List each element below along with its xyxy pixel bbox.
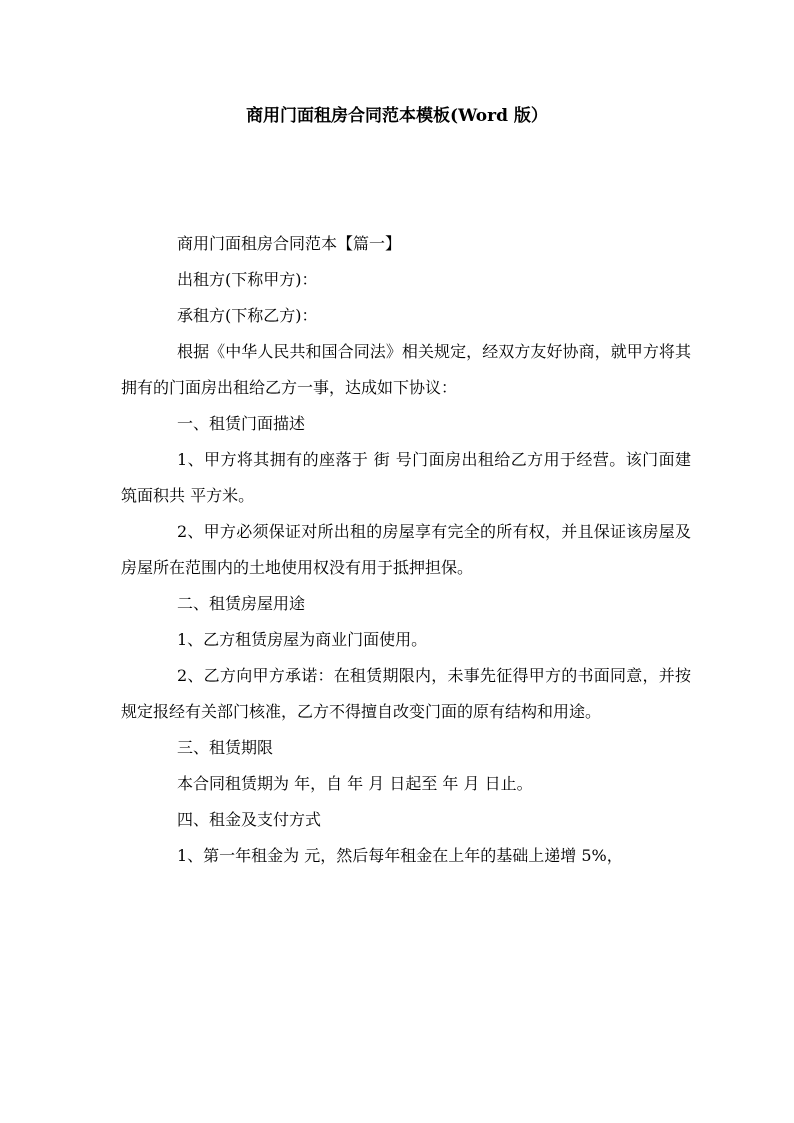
clause-paragraph: 1、乙方租赁房屋为商业门面使用。 xyxy=(177,630,428,649)
clause-heading: 四、租金及支付方式 xyxy=(177,810,322,829)
clause-heading: 二、租赁房屋用途 xyxy=(177,594,306,613)
clause-paragraph: 1、第一年租金为 元，然后每年租金在上年的基础上递增 5%， xyxy=(177,846,623,865)
document-body xyxy=(121,226,691,874)
clause-paragraph: 本合同租赁期为 年，自 年 月 日起至 年 月 日止。 xyxy=(177,774,533,793)
document-title: 商用门面租房合同范本模板(Word 版） xyxy=(246,106,548,126)
section-heading: 商用门面租房合同范本【篇一】 xyxy=(177,234,402,253)
clause-paragraph: 2、甲方必须保证对所出租的房屋享有完全的所有权，并且保证该房屋及房屋所在范围内的土地使用权没有用于抵押担保。 xyxy=(121,522,691,577)
lessor-line: 出租方(下称甲方)： xyxy=(177,270,318,289)
clause-paragraph: 2、乙方向甲方承诺：在租赁期限内，未事先征得甲方的书面同意，并按规定报经有关部门核准，乙方不得擅自改变门面的原有结构和用途。 xyxy=(121,666,691,721)
clause-paragraph: 1、甲方将其拥有的座落于 街 号门面房出租给乙方用于经营。该门面建筑面积共 平方米。 xyxy=(121,450,691,505)
preamble-paragraph: 根据《中华人民共和国合同法》相关规定，经双方友好协商，就甲方将其拥有的门面房出租给乙方一事，达成如下协议： xyxy=(121,342,691,397)
lessee-line: 承租方(下称乙方)： xyxy=(177,306,318,325)
clause-heading: 一、租赁门面描述 xyxy=(177,414,306,433)
clause-heading: 三、租赁期限 xyxy=(177,738,274,757)
